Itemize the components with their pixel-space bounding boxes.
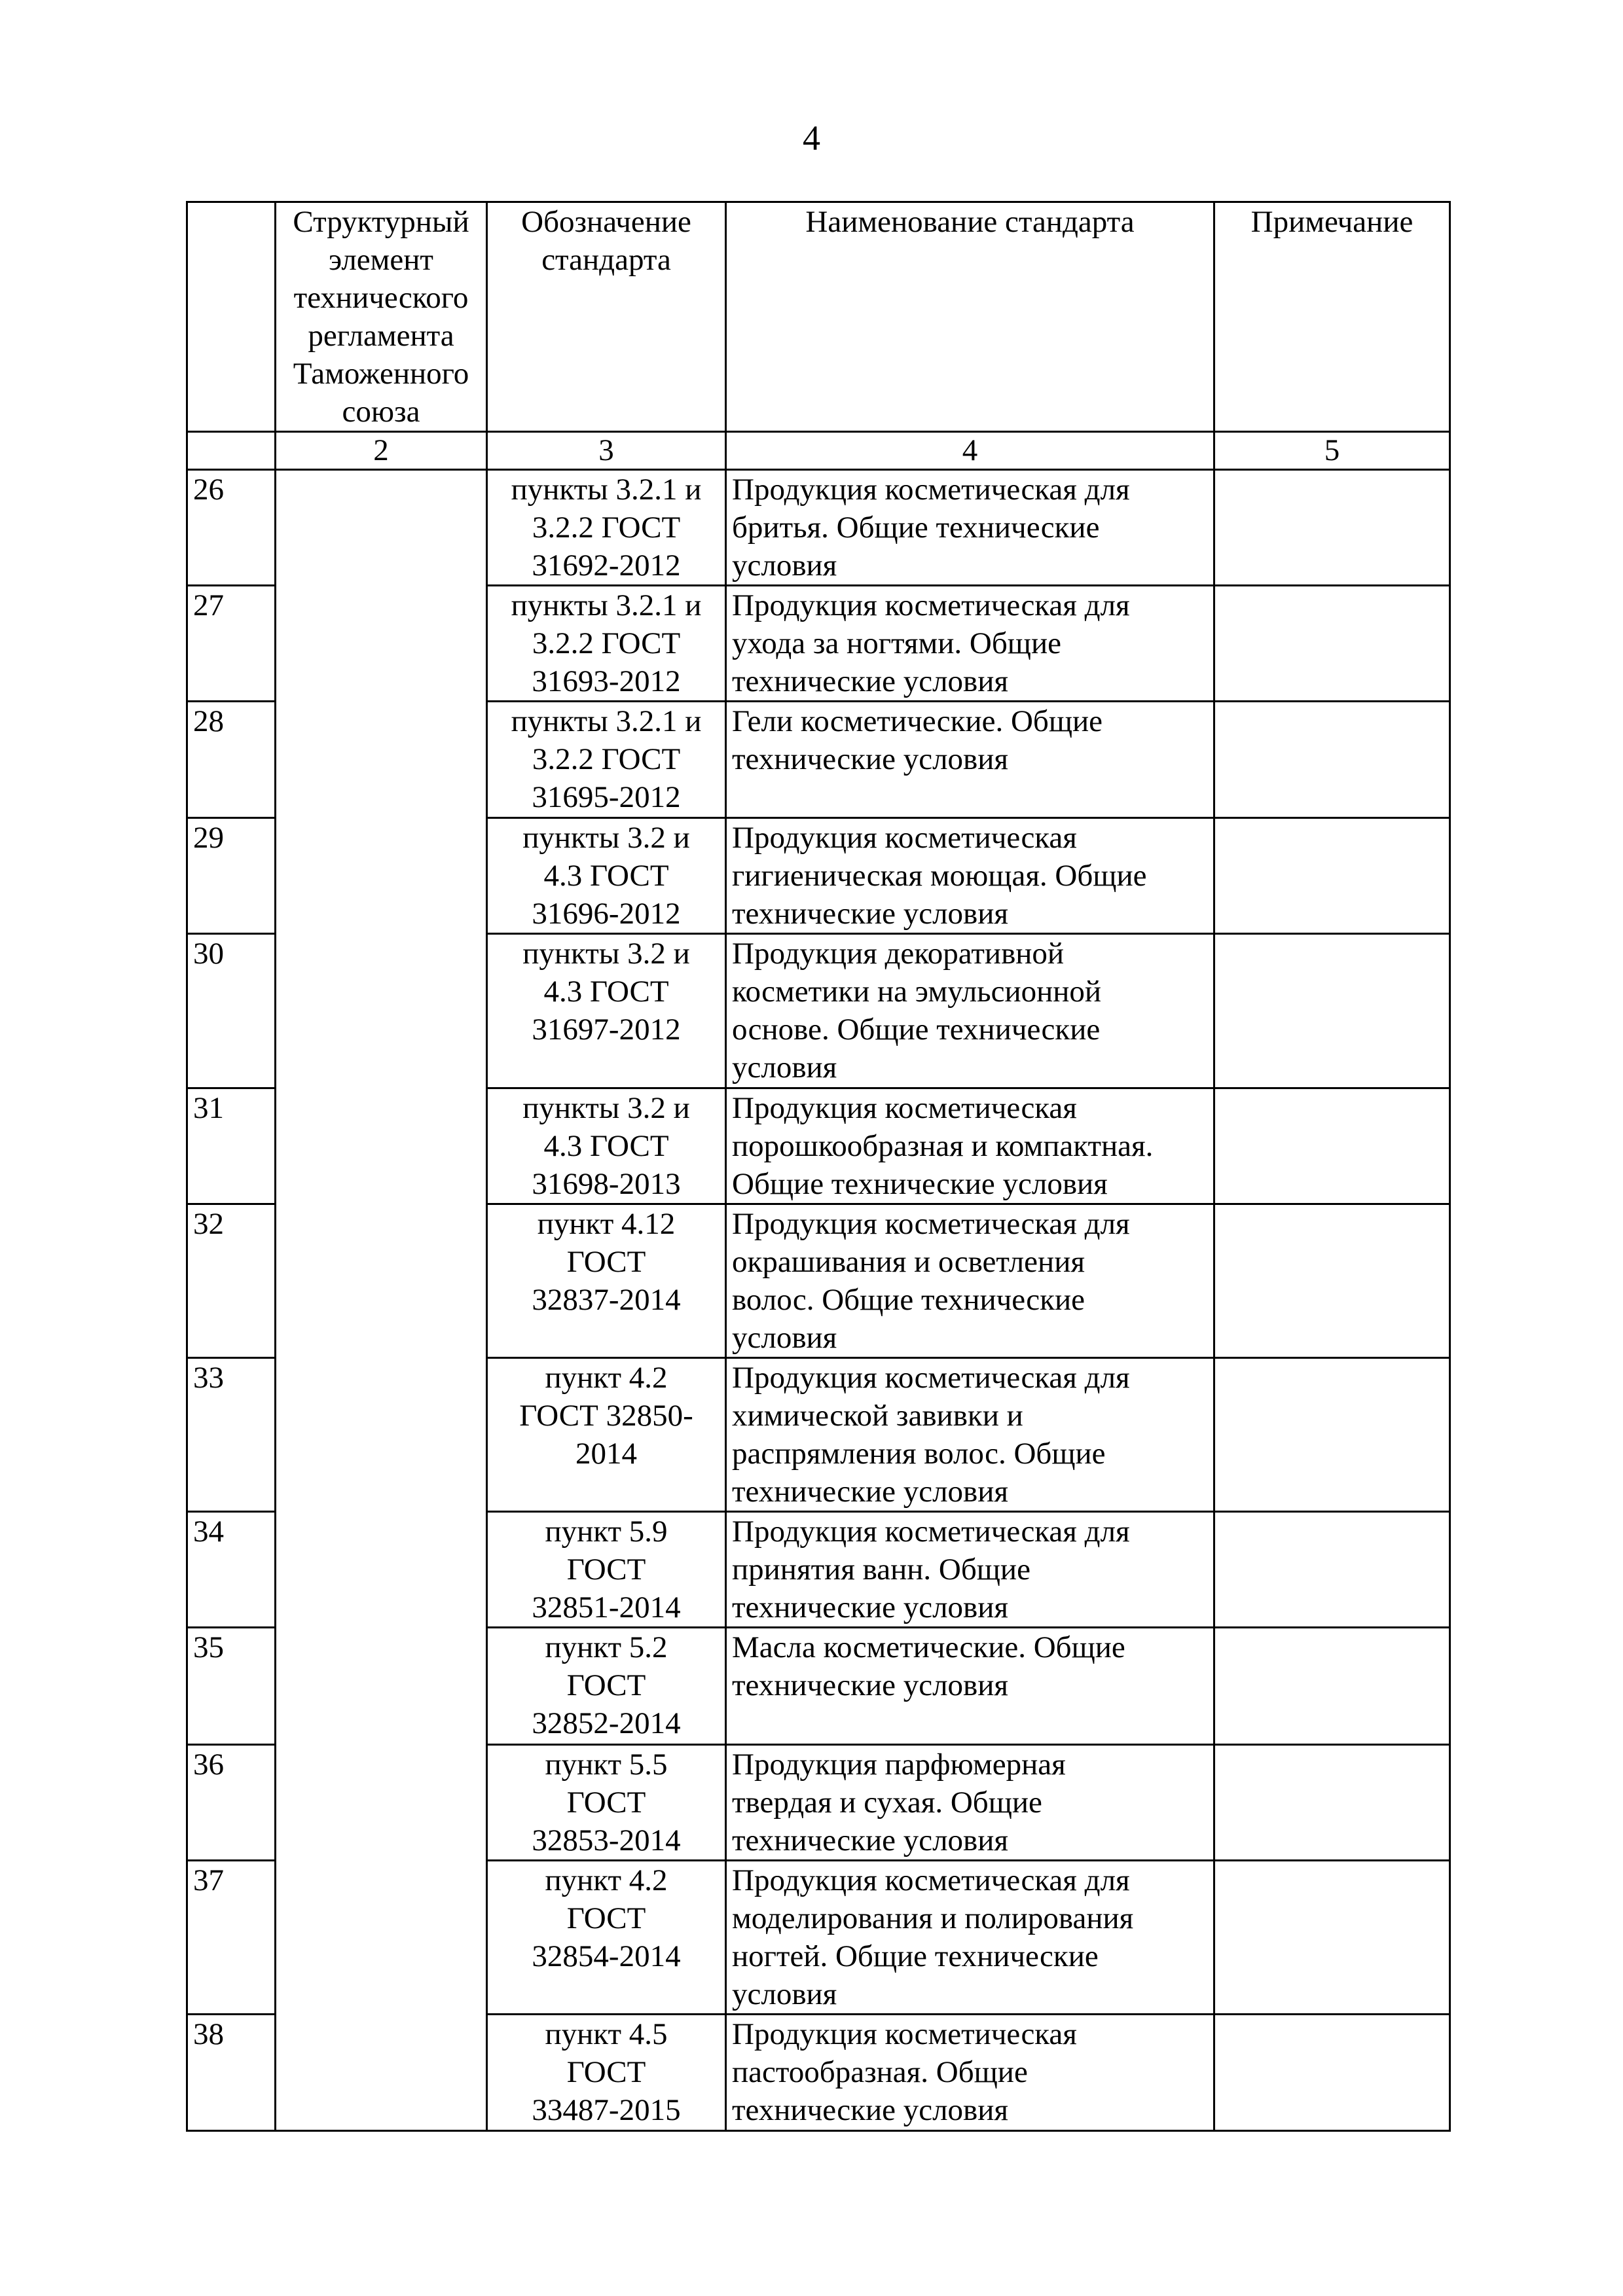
text-line: Примечание (1250, 205, 1413, 239)
row-number: 28 (187, 702, 276, 818)
structural-element-cell (276, 470, 487, 2131)
standard-name-cell (726, 934, 1214, 1088)
text-line: Продукция косметическая для (732, 473, 1130, 507)
text-line: ГОСТ (566, 1552, 646, 1587)
text-line: пункты 3.2 и (522, 821, 690, 855)
text-line: 31692-2012 (532, 548, 681, 583)
text-line: 32852-2014 (532, 1706, 681, 1740)
text-line: 2014 (575, 1437, 637, 1471)
standard-name-cell (726, 1745, 1214, 1861)
text-line: ГОСТ (566, 1785, 646, 1820)
text-line: элемент (329, 243, 433, 277)
standard-name-cell (726, 470, 1214, 586)
page-number: 4 (803, 118, 820, 158)
text-line: технические условия (732, 1475, 1008, 1509)
text-line: 32837-2014 (532, 1283, 681, 1317)
text-line: пункт 4.2 (545, 1863, 668, 1897)
designation-cell (487, 818, 726, 934)
text-line: косметики на эмульсионной (732, 975, 1102, 1009)
text-line: Таможенного (293, 357, 469, 391)
row-number: 35 (187, 1628, 276, 1745)
text-line: пастообразная. Общие (732, 2055, 1028, 2089)
note-cell (1214, 1628, 1450, 1745)
text-line: Продукция декоративной (732, 937, 1065, 971)
text-line: Гели косметические. Общие (732, 704, 1103, 738)
designation-cell (487, 586, 726, 702)
text-line: технического (293, 281, 469, 315)
text-line: Продукция косметическая для (732, 588, 1130, 622)
text-line: химической завивки и (732, 1399, 1023, 1433)
column-number: 5 (1214, 432, 1450, 470)
text-line: Наименование стандарта (805, 205, 1135, 239)
text-line: 4.3 ГОСТ (543, 859, 669, 893)
note-cell (1214, 1745, 1450, 1861)
text-line: Обозначение (521, 205, 691, 239)
text-line: пункты 3.2 и (522, 1091, 690, 1125)
text-line: основе. Общие технические (732, 1013, 1101, 1047)
header-structural-element (276, 202, 487, 432)
text-line: бритья. Общие технические (732, 511, 1100, 545)
text-line: ногтей. Общие технические (732, 1939, 1099, 1973)
text-line: порошкообразная и компактная. (732, 1129, 1154, 1163)
row-number: 30 (187, 934, 276, 1088)
text-line: пункт 4.12 (537, 1207, 676, 1241)
designation-cell (487, 1628, 726, 1745)
text-line: пункты 3.2.1 и (511, 473, 702, 507)
row-number: 38 (187, 2015, 276, 2131)
text-line: ухода за ногтями. Общие (732, 626, 1061, 660)
designation-cell (487, 1745, 726, 1861)
standard-name-cell (726, 702, 1214, 818)
text-line: 32853-2014 (532, 1823, 681, 1857)
text-line: 32854-2014 (532, 1939, 681, 1973)
designation-cell (487, 2015, 726, 2131)
text-line: принятия ванн. Общие (732, 1552, 1030, 1587)
standards-table (186, 201, 1451, 2132)
note-cell (1214, 702, 1450, 818)
row-number: 33 (187, 1358, 276, 1512)
designation-cell (487, 702, 726, 818)
designation-cell (487, 1088, 726, 1204)
text-line: Продукция парфюмерная (732, 1748, 1066, 1782)
text-line: технические условия (732, 1823, 1008, 1857)
text-line: условия (732, 1050, 837, 1085)
column-numbers-row (187, 432, 1450, 470)
text-line: технические условия (732, 897, 1008, 931)
standard-name-cell (726, 1204, 1214, 1358)
text-line: 3.2.2 ГОСТ (532, 742, 681, 776)
text-line: пункты 3.2.1 и (511, 588, 702, 622)
text-line: технические условия (732, 742, 1008, 776)
header-standard-name (726, 202, 1214, 432)
text-line: волос. Общие технические (732, 1283, 1085, 1317)
text-line: ГОСТ (566, 1901, 646, 1935)
text-line: технические условия (732, 664, 1008, 698)
text-line: Масла косметические. Общие (732, 1630, 1125, 1664)
text-line: регламента (308, 319, 454, 353)
text-line: пункт 5.9 (545, 1515, 668, 1549)
standard-name-cell (726, 1628, 1214, 1745)
text-line: 31693-2012 (532, 664, 681, 698)
row-number: 31 (187, 1088, 276, 1204)
note-cell (1214, 586, 1450, 702)
standard-name-cell (726, 586, 1214, 702)
text-line: условия (732, 548, 837, 583)
column-number: 4 (726, 432, 1214, 470)
designation-cell (487, 1861, 726, 2015)
text-line: 3.2.2 ГОСТ (532, 511, 681, 545)
text-line: пункт 5.2 (545, 1630, 668, 1664)
text-line: 31698-2013 (532, 1167, 681, 1201)
text-line: ГОСТ (566, 1245, 646, 1279)
row-number: 32 (187, 1204, 276, 1358)
note-cell (1214, 1861, 1450, 2015)
standard-name-cell (726, 1512, 1214, 1628)
standard-name-cell (726, 1861, 1214, 2015)
column-number: 2 (276, 432, 487, 470)
text-line: Общие технические условия (732, 1167, 1108, 1201)
text-line: Структурный (293, 205, 469, 239)
text-line: Продукция косметическая для (732, 1207, 1130, 1241)
text-line: Продукция косметическая для (732, 1515, 1130, 1549)
standard-name-cell (726, 1358, 1214, 1512)
text-line: пункт 4.5 (545, 2017, 668, 2051)
text-line: ГОСТ (566, 2055, 646, 2089)
row-number: 29 (187, 818, 276, 934)
text-line: условия (732, 1321, 837, 1355)
text-line: технические условия (732, 1668, 1008, 1702)
standard-name-cell (726, 2015, 1214, 2131)
text-line: пункты 3.2 и (522, 937, 690, 971)
text-line: союза (342, 395, 420, 429)
text-line: пункт 4.2 (545, 1361, 668, 1395)
designation-cell (487, 1512, 726, 1628)
header-row (187, 202, 1450, 432)
note-cell (1214, 470, 1450, 586)
text-line: Продукция косметическая (732, 821, 1077, 855)
text-line: окрашивания и осветления (732, 1245, 1085, 1279)
text-line: 31696-2012 (532, 897, 681, 931)
designation-cell (487, 1358, 726, 1512)
note-cell (1214, 1088, 1450, 1204)
text-line: 32851-2014 (532, 1590, 681, 1624)
text-line: ГОСТ (566, 1668, 646, 1702)
text-line: 4.3 ГОСТ (543, 1129, 669, 1163)
text-line: гигиеническая моющая. Общие (732, 859, 1147, 893)
text-line: 33487-2015 (532, 2093, 681, 2127)
row-number: 36 (187, 1745, 276, 1861)
text-line: твердая и сухая. Общие (732, 1785, 1042, 1820)
column-number: 3 (487, 432, 726, 470)
header-designation (487, 202, 726, 432)
header-note (1214, 202, 1450, 432)
text-line: условия (732, 1977, 837, 2011)
text-line: ГОСТ 32850- (519, 1399, 693, 1433)
designation-cell (487, 1204, 726, 1358)
table-row (187, 470, 1450, 586)
row-number: 26 (187, 470, 276, 586)
note-cell (1214, 818, 1450, 934)
text-line: технические условия (732, 2093, 1008, 2127)
text-line: 3.2.2 ГОСТ (532, 626, 681, 660)
text-line: Продукция косметическая для (732, 1361, 1130, 1395)
text-line: 31697-2012 (532, 1013, 681, 1047)
text-line: распрямления волос. Общие (732, 1437, 1106, 1471)
standard-name-cell (726, 818, 1214, 934)
text-line: 31695-2012 (532, 780, 681, 814)
note-cell (1214, 1204, 1450, 1358)
text-line: Продукция косметическая для (732, 1863, 1130, 1897)
text-line: 4.3 ГОСТ (543, 975, 669, 1009)
standard-name-cell (726, 1088, 1214, 1204)
text-line: стандарта (541, 243, 671, 277)
text-line: технические условия (732, 1590, 1008, 1624)
note-cell (1214, 934, 1450, 1088)
header-number (187, 202, 276, 432)
row-number: 37 (187, 1861, 276, 2015)
text-line: Продукция косметическая (732, 2017, 1077, 2051)
note-cell (1214, 1358, 1450, 1512)
designation-cell (487, 470, 726, 586)
text-line: пункты 3.2.1 и (511, 704, 702, 738)
text-line: Продукция косметическая (732, 1091, 1077, 1125)
note-cell (1214, 1512, 1450, 1628)
designation-cell (487, 934, 726, 1088)
text-line: моделирования и полирования (732, 1901, 1134, 1935)
note-cell (1214, 2015, 1450, 2131)
text-line: пункт 5.5 (545, 1748, 668, 1782)
column-number (187, 432, 276, 470)
row-number: 34 (187, 1512, 276, 1628)
row-number: 27 (187, 586, 276, 702)
